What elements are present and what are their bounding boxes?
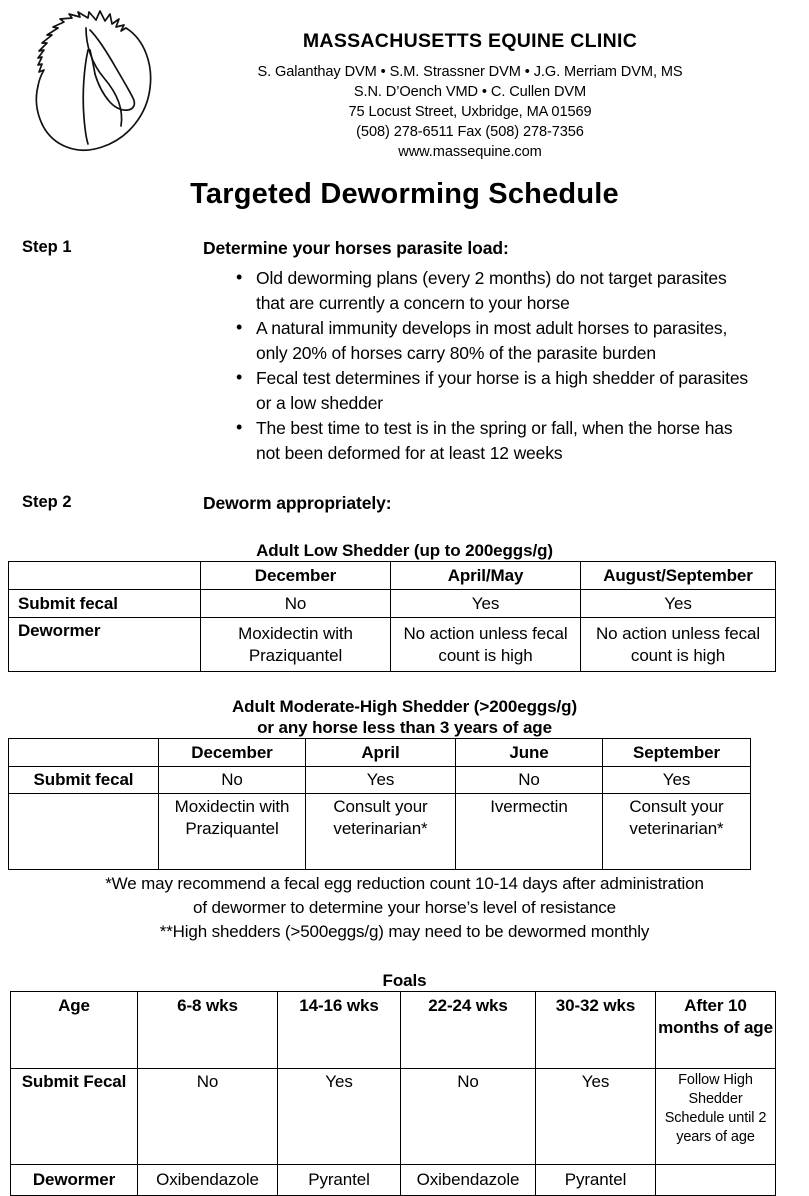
step-1-label: Step 1 xyxy=(22,238,72,256)
high-shedder-table-caption-line-2: or any horse less than 3 years of age xyxy=(257,718,552,737)
bullet-icon: • xyxy=(236,367,243,387)
cell-submit-fecal-august-september: Yes xyxy=(581,590,776,618)
cell-dewormer-december: Moxidectin with Praziquantel xyxy=(159,794,306,870)
step-1-section xyxy=(0,238,809,465)
bullet-icon: • xyxy=(236,317,243,337)
row-header-submit-fecal: Submit fecal xyxy=(9,767,159,794)
table-row xyxy=(9,590,776,618)
row-header-submit-fecal: Submit Fecal xyxy=(11,1069,138,1165)
low-shedder-table-caption: Adult Low Shedder (up to 200eggs/g) xyxy=(256,541,553,560)
clinic-phone-fax: (508) 278-6511 Fax (508) 278-7356 xyxy=(356,124,584,140)
footnote-1-continued: of dewormer to determine your horse’s level of resistance xyxy=(193,898,616,917)
row-header-dewormer: Dewormer xyxy=(11,1165,138,1196)
low-shedder-table-section xyxy=(0,540,809,672)
column-header-june: June xyxy=(456,739,603,767)
cell-submit-fecal-30-32-wks: Yes xyxy=(536,1069,656,1165)
table-header-row xyxy=(9,562,776,590)
high-shedder-table xyxy=(8,738,751,870)
list-item-text: A natural immunity develops in most adult horses to parasites, only 20% of horses carry 80% of the parasite burden xyxy=(256,318,728,363)
table-row xyxy=(11,1069,776,1165)
page-title: Targeted Deworming Schedule xyxy=(190,178,619,210)
horse-head-circle-logo-icon xyxy=(28,8,160,168)
table-header-row xyxy=(11,992,776,1069)
column-header-22-24-wks: 22-24 wks xyxy=(401,992,536,1069)
low-shedder-table xyxy=(8,561,776,672)
cell-dewormer-30-32-wks: Pyrantel xyxy=(536,1165,656,1196)
table-corner-cell xyxy=(9,562,201,590)
high-shedder-table-section xyxy=(0,696,809,944)
letterhead xyxy=(0,0,809,170)
column-header-april: April xyxy=(306,739,456,767)
cell-submit-fecal-after-10-months: Follow High Shedder Schedule until 2 years of age xyxy=(656,1069,776,1165)
row-header-dewormer-blank xyxy=(9,794,159,870)
cell-submit-fecal-december: No xyxy=(159,767,306,794)
step-2-label: Step 2 xyxy=(22,493,72,511)
cell-submit-fecal-april-may: Yes xyxy=(391,590,581,618)
footnote-1: *We may recommend a fecal egg reduction count 10-14 days after administration xyxy=(105,874,704,893)
cell-dewormer-april-may: No action unless fecal count is high xyxy=(391,618,581,672)
clinic-address: 75 Locust Street, Uxbridge, MA 01569 xyxy=(348,104,592,120)
column-header-age: Age xyxy=(11,992,138,1069)
step-1-heading: Determine your horses parasite load: xyxy=(203,238,509,258)
clinic-doctors-line-2: S.N. D’Oench VMD • C. Cullen DVM xyxy=(353,84,587,100)
list-item xyxy=(203,316,754,365)
step-2-heading: Deworm appropriately: xyxy=(203,493,392,513)
footnote-2: **High shedders (>500eggs/g) may need to be dewormed monthly xyxy=(159,922,650,941)
cell-dewormer-april: Consult your veterinarian* xyxy=(306,794,456,870)
clinic-doctors-line-1: S. Galanthay DVM • S.M. Strassner DVM • J.G. Merriam DVM, MS xyxy=(257,64,683,80)
clinic-name: MASSACHUSETTS EQUINE CLINIC xyxy=(302,30,638,52)
cell-submit-fecal-14-16-wks: Yes xyxy=(278,1069,401,1165)
cell-dewormer-14-16-wks: Pyrantel xyxy=(278,1165,401,1196)
table-row xyxy=(9,767,751,794)
cell-submit-fecal-september: Yes xyxy=(603,767,751,794)
column-header-6-8-wks: 6-8 wks xyxy=(138,992,278,1069)
foals-table-caption: Foals xyxy=(382,971,427,990)
column-header-september: September xyxy=(603,739,751,767)
list-item xyxy=(203,266,754,315)
table-row xyxy=(9,618,776,672)
step-2-section xyxy=(0,493,809,514)
cell-submit-fecal-6-8-wks: No xyxy=(138,1069,278,1165)
cell-dewormer-after-10-months xyxy=(656,1165,776,1196)
bullet-icon: • xyxy=(236,267,243,287)
foals-table-section xyxy=(0,970,809,1196)
column-header-april-may: April/May xyxy=(391,562,581,590)
bullet-icon: • xyxy=(236,417,243,437)
step-2-body xyxy=(203,493,809,514)
step-1-bullet-list xyxy=(203,266,754,465)
cell-dewormer-june: Ivermectin xyxy=(456,794,603,870)
footnotes-block xyxy=(0,872,809,944)
column-header-december: December xyxy=(201,562,391,590)
foals-table xyxy=(10,991,776,1196)
cell-dewormer-september: Consult your veterinarian* xyxy=(603,794,751,870)
list-item xyxy=(203,416,754,465)
cell-submit-fecal-april: Yes xyxy=(306,767,456,794)
cell-submit-fecal-december: No xyxy=(201,590,391,618)
cell-dewormer-august-september: No action unless fecal count is high xyxy=(581,618,776,672)
table-header-row xyxy=(9,739,751,767)
clinic-info-block xyxy=(200,30,740,162)
column-header-30-32-wks: 30-32 wks xyxy=(536,992,656,1069)
row-header-submit-fecal: Submit fecal xyxy=(9,590,201,618)
list-item-text: Old deworming plans (every 2 months) do not target parasites that are currently a concern to your horse xyxy=(256,268,727,313)
row-header-dewormer: Dewormer xyxy=(9,618,201,672)
cell-submit-fecal-22-24-wks: No xyxy=(401,1069,536,1165)
table-row xyxy=(11,1165,776,1196)
table-corner-cell xyxy=(9,739,159,767)
list-item-text: The best time to test is in the spring or fall, when the horse has not been deformed for at least 12 weeks xyxy=(256,418,733,463)
high-shedder-table-caption-line-1: Adult Moderate-High Shedder (>200eggs/g) xyxy=(231,697,577,716)
list-item-text: Fecal test determines if your horse is a high shedder of parasites or a low shedder xyxy=(256,368,749,413)
column-header-14-16-wks: 14-16 wks xyxy=(278,992,401,1069)
list-item xyxy=(203,366,754,415)
table-row xyxy=(9,794,751,870)
column-header-august-september: August/September xyxy=(581,562,776,590)
column-header-after-10-months: After 10 months of age xyxy=(656,992,776,1069)
clinic-website[interactable]: www.massequine.com xyxy=(398,144,542,160)
column-header-december: December xyxy=(159,739,306,767)
step-1-body xyxy=(203,238,809,465)
cell-dewormer-22-24-wks: Oxibendazole xyxy=(401,1165,536,1196)
cell-submit-fecal-june: No xyxy=(456,767,603,794)
cell-dewormer-6-8-wks: Oxibendazole xyxy=(138,1165,278,1196)
cell-dewormer-december: Moxidectin with Praziquantel xyxy=(201,618,391,672)
